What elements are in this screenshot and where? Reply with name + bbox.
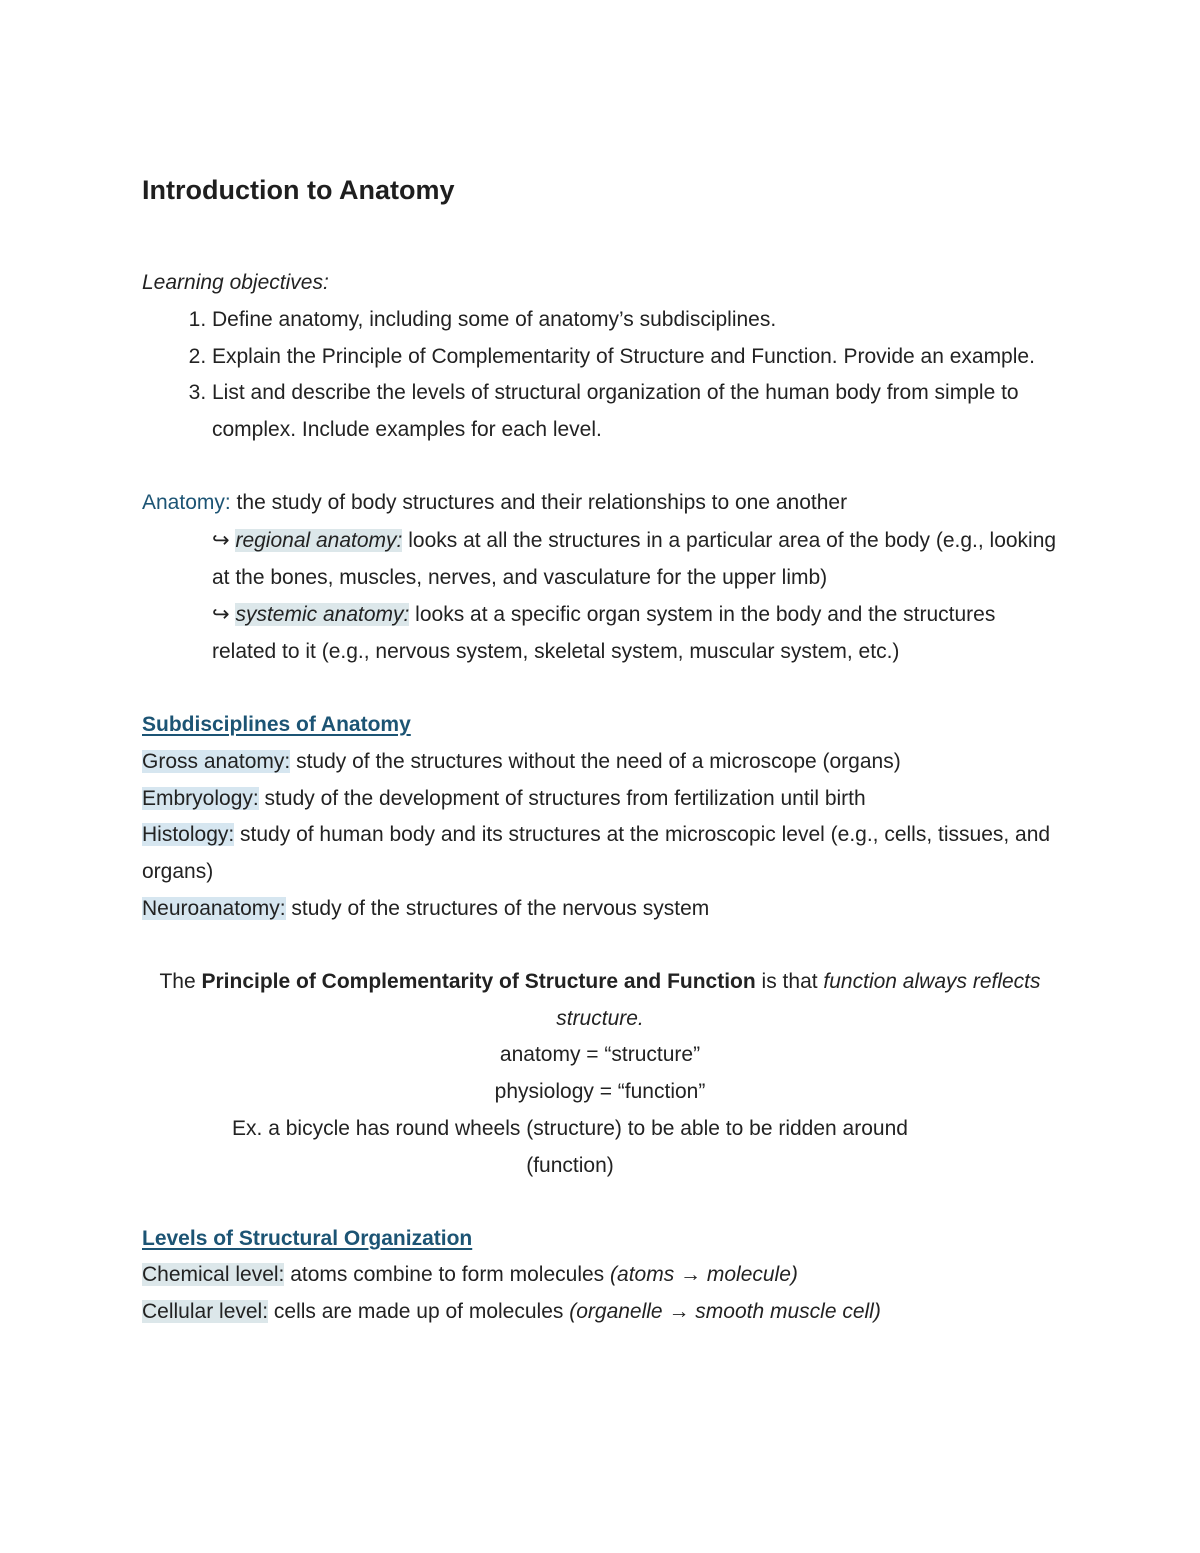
learning-objectives-heading: Learning objectives: <box>142 271 329 294</box>
level-text: cells are made up of molecules <box>268 1300 570 1324</box>
subdiscipline-text: study of the structures of the nervous system <box>285 896 710 920</box>
principle-italic: function always reflects structure. <box>556 969 1041 1030</box>
level-item <box>142 1294 1058 1331</box>
anatomy-equation: anatomy = “structure” <box>499 1043 701 1067</box>
subdiscipline-item <box>142 817 1058 891</box>
level-item <box>142 1257 1058 1294</box>
physiology-equation: physiology = “function” <box>494 1080 706 1104</box>
anatomy-subtypes <box>142 522 1058 671</box>
levels-heading: Levels of Structural Organization <box>142 1226 473 1250</box>
subdiscipline-item <box>142 744 1058 781</box>
level-example: (organelle → smooth muscle cell) <box>569 1300 881 1324</box>
chemical-level-term: Chemical level: <box>142 1263 285 1287</box>
subdiscipline-text: study of the development of structures from fertilization until birth <box>258 786 866 810</box>
principle-example: Ex. a bicycle has round wheels (structure) to be able to be ridden around (function) <box>232 1116 908 1177</box>
page-title: Introduction to Anatomy <box>142 175 455 205</box>
gross-anatomy-term: Gross anatomy: <box>142 749 291 773</box>
arrow-icon: ↪ <box>212 602 230 627</box>
embryology-term: Embryology: <box>142 786 259 810</box>
regional-anatomy-text: looks at all the structures in a particular area of the body (e.g., looking at the bones, muscles, nerves, and vasculature for the upper limb) <box>212 528 1057 589</box>
neuroanatomy-term: Neuroanatomy: <box>142 896 286 920</box>
list-item: 3. List and describe the levels of structural organization of the human body from simple to complex. Include examples for each level. <box>212 375 1058 449</box>
subdisciplines-heading: Subdisciplines of Anatomy <box>142 712 411 736</box>
subdiscipline-text: study of the structures without the need of a microscope (organs) <box>290 749 901 773</box>
anatomy-definition-text: the study of body structures and their relationships to one another <box>230 490 848 514</box>
level-example: (atoms → molecule) <box>610 1263 798 1287</box>
cellular-level-term: Cellular level: <box>142 1300 269 1324</box>
subdiscipline-text: study of human body and its structures at the microscopic level (e.g., cells, tissues, and organs) <box>142 823 1051 884</box>
systemic-anatomy-text: looks at a specific organ system in the body and the structures related to it (e.g., nervous system, skeletal system, muscular system, etc.) <box>212 603 996 664</box>
list-item: 1. Define anatomy, including some of anatomy’s subdisciplines. <box>212 302 1058 339</box>
histology-term: Histology: <box>142 823 235 847</box>
principle-statement <box>142 964 1058 1038</box>
anatomy-definition <box>142 485 1058 522</box>
principle-pre: The <box>159 969 202 993</box>
level-text: atoms combine to form molecules <box>284 1263 611 1287</box>
list-item: 2. Explain the Principle of Complementarity of Structure and Function. Provide an example. <box>212 339 1058 376</box>
systemic-anatomy-line <box>212 596 1058 671</box>
anatomy-term: Anatomy: <box>142 490 231 514</box>
principle-mid: is that <box>755 969 824 993</box>
subdiscipline-item <box>142 891 1058 928</box>
principle-name: Principle of Complementarity of Structure and Function <box>201 969 756 993</box>
arrow-icon: ↪ <box>212 527 230 552</box>
regional-anatomy-term: regional anatomy: <box>235 528 403 552</box>
regional-anatomy-line <box>212 522 1058 597</box>
objectives-list <box>142 302 1058 449</box>
subdiscipline-item <box>142 781 1058 818</box>
systemic-anatomy-term: systemic anatomy: <box>235 603 410 627</box>
